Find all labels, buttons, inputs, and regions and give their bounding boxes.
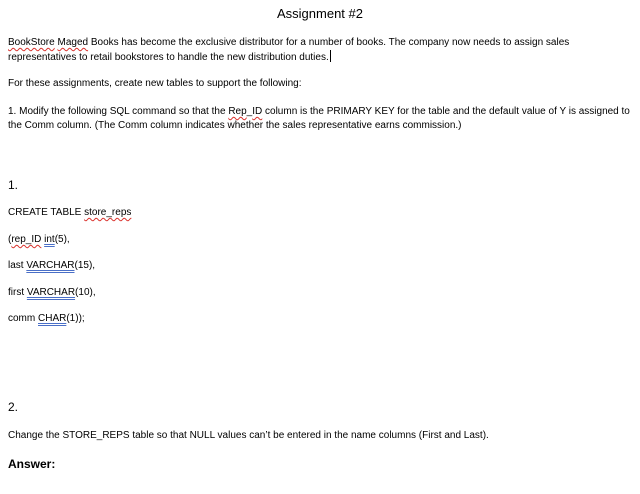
code-column: first [8, 287, 27, 298]
grammar-flagged-word[interactable]: CHAR [38, 313, 67, 324]
answer-label: Answer: [8, 457, 56, 471]
code-size: (15), [74, 260, 96, 271]
intro-paragraph [8, 36, 632, 65]
misspelled-word[interactable]: Rep [228, 106, 247, 117]
task1-underscore: _ [246, 106, 253, 117]
grammar-flagged-word[interactable]: VARCHAR [26, 260, 75, 271]
misspelled-word[interactable]: Maged [57, 37, 89, 48]
grammar-flagged-word[interactable]: int [44, 234, 55, 245]
misspelled-word[interactable]: BookStore [8, 37, 55, 48]
code-size: (1)); [66, 313, 85, 324]
code-column: comm [8, 313, 38, 324]
task1-paragraph [8, 105, 632, 133]
question-number-1: 1. [8, 178, 19, 192]
code-keyword: CREATE TABLE [8, 207, 85, 218]
task1-text: 1. Modify the following SQL command so that the [8, 106, 229, 117]
misspelled-word[interactable]: store_reps [84, 207, 132, 218]
code-line [8, 233, 70, 247]
code-paren: ( [8, 234, 12, 245]
code-line [8, 286, 96, 300]
task2-paragraph: Change the STORE_REPS table so that NULL values can’t be entered in the name columns (First and Last). [8, 430, 489, 441]
intro-text-line2: representatives to retail bookstores to handle the new distribution duties. [8, 52, 329, 63]
text-cursor [330, 50, 331, 62]
misspelled-word[interactable]: rep_ID [11, 234, 42, 245]
code-column: last [8, 260, 27, 271]
misspelled-word[interactable]: ID [252, 106, 263, 117]
task1-text-rest: column is the PRIMARY KEY for the table and the default value of Y is assigned to the Comm column. (The Comm column indicates whether the sales representative earns commission.) [8, 106, 630, 131]
intro-text: Books has become the exclusive distributor for a number of books. The company now needs to assign sales [88, 37, 570, 48]
grammar-flagged-word[interactable]: VARCHAR [26, 287, 76, 298]
code-line [8, 259, 95, 273]
question-number-2: 2. [8, 400, 19, 414]
code-size: (5), [54, 234, 70, 245]
code-size: (10), [75, 287, 96, 298]
document-title: Assignment #2 [277, 6, 363, 21]
code-line [8, 312, 85, 326]
instruction-paragraph: For these assignments, create new tables to support the following: [8, 78, 302, 89]
code-line [8, 206, 131, 220]
